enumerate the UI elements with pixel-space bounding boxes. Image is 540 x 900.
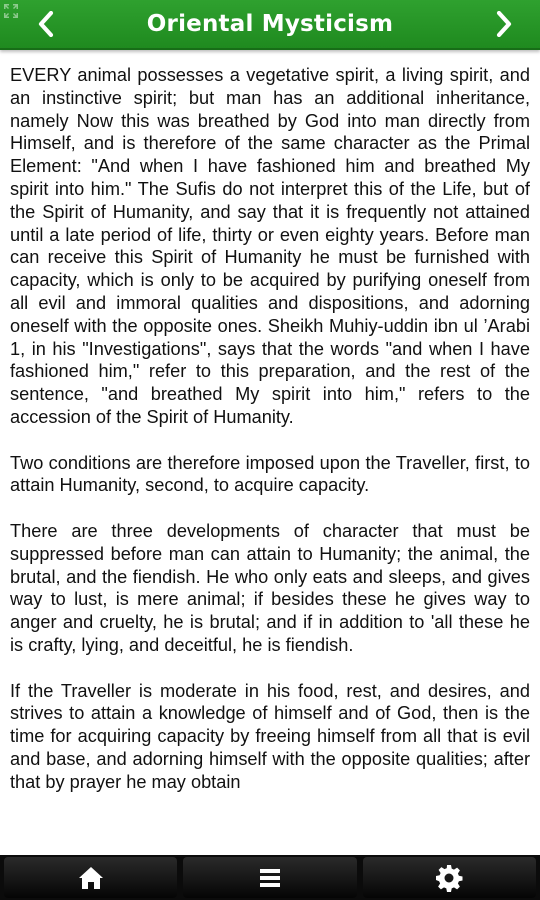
page-title: Oriental Mysticism — [146, 11, 394, 37]
menu-icon — [258, 867, 282, 889]
paragraph: Two conditions are therefore imposed upon the Traveller, first, to attain Humanity, second, to acquire capacity. — [10, 452, 530, 496]
bottom-toolbar — [0, 855, 540, 900]
paragraph: If the Traveller is moderate in his food, rest, and desires, and strives to attain a knowledge of himself and of God, then is the time for acquiring capacity by freeing himself from all that is evil and base, and adorning himself with the opposite qualities; after that by prayer he may obtain — [10, 680, 530, 792]
paragraph: There are three developments of character that must be suppressed before man can attain to Humanity; the animal, the brutal, and the fiendish. He who only eats and sleeps, and gives way to lust, is mere animal; if besides these he gives way to anger and cruelty, he is brutal; and if in addition to 'all these he is crafty, lying, and deceitful, he is fiendish. — [10, 520, 530, 655]
chevron-right-icon — [494, 11, 514, 37]
home-button[interactable] — [4, 857, 177, 898]
gear-icon — [435, 864, 463, 892]
text-body — [0, 64, 540, 794]
next-page-button[interactable] — [476, 0, 532, 48]
paragraph: EVERY animal possesses a vegetative spirit, a living spirit, and an instinctive spirit; but man has an additional inheritance, namely Now this was breathed by God into man directly from Himself, and is therefore of the same character as the Primal Element: "And when I have fashioned him and breathed My spirit into him." The Sufis do not interpret this of the Life, but of the Spirit of Humanity, and say that it is frequently not attained until a late period of life, thirty or even eighty years. Before man can receive this Spirit of Humanity he must be furnished with capacity, which is only to be acquired by purifying oneself from all evil and immoral qualities and dispositions, and adorning oneself with the opposite ones. Sheikh Muhiy-uddin ibn ul ’Arabi 1, in his "Investigations", says that the words "and when I have fashioned him," refer to this preparation, and the rest of the sentence, "and breathed My spirit into him," refers to the accession of the Spirit of Humanity. — [10, 65, 530, 427]
app-header — [0, 0, 540, 50]
menu-button[interactable] — [183, 857, 356, 898]
home-icon — [78, 866, 104, 890]
reading-content[interactable] — [0, 50, 540, 855]
settings-button[interactable] — [363, 857, 536, 898]
